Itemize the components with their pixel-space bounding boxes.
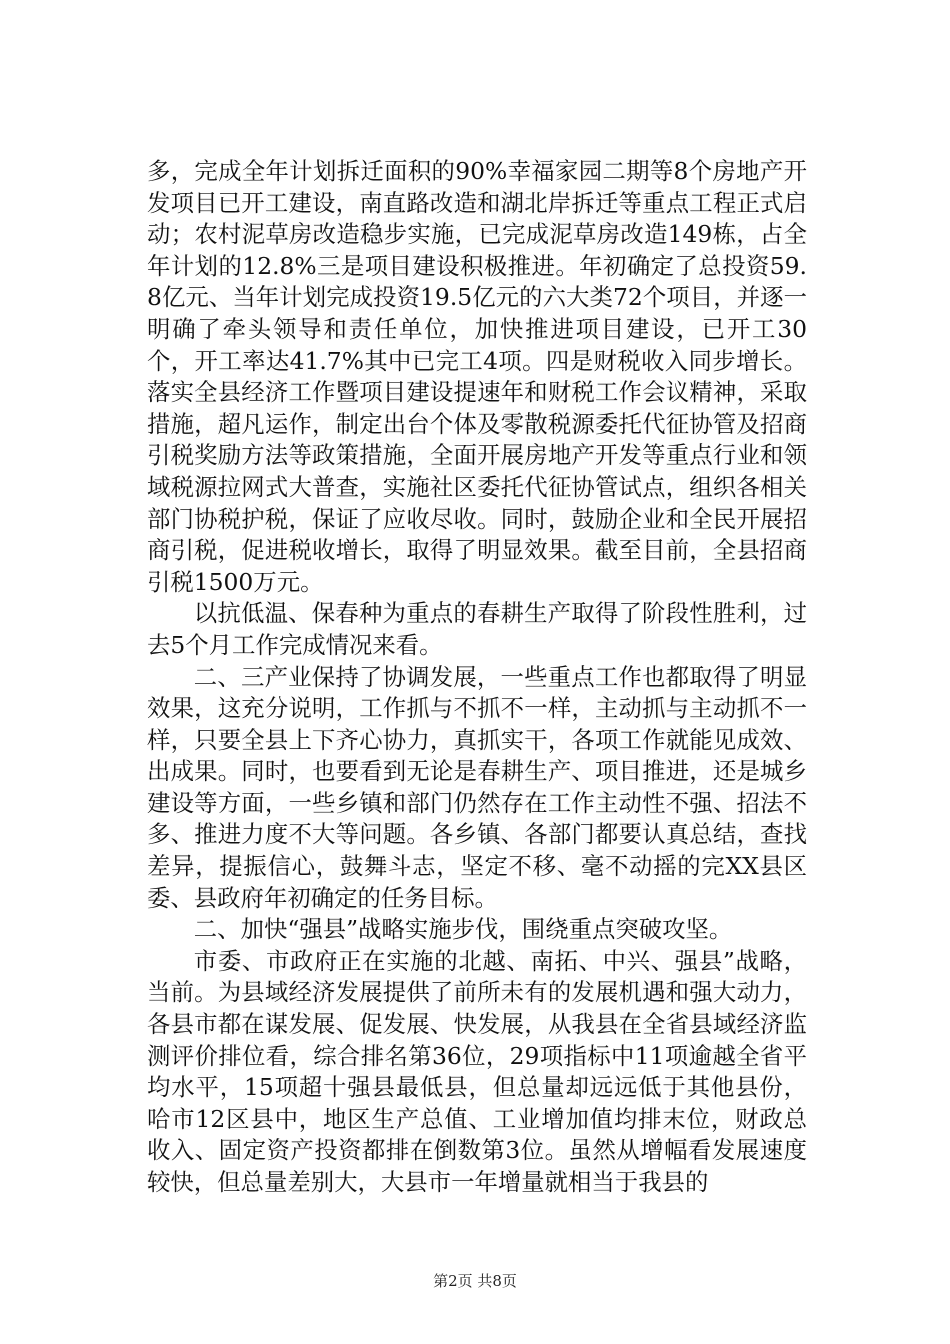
- page-footer: 第2页 共8页: [433, 1272, 517, 1290]
- document-body: [147, 156, 807, 1199]
- paragraph-coordinated-development: 二、三产业保持了协调发展，一些重点工作也都取得了明显效果，这充分说明，工作抓与不抓不一样，主动抓与主动抓不一样，只要全县上下齐心协力，真抓实干，各项工作就能见成效、出成果。同时，也要看到无论是春耕生产、项目推进，还是城乡建设等方面，一些乡镇和部门仍然存在工作主动性不强、招法不多、推进力度不大等问题。各乡镇、各部门都要认真总结，查找差异，提振信心，鼓舞斗志，坚定不移、毫不动摇的完XX县区委、县政府年初确定的任务目标。: [147, 662, 807, 912]
- section-heading-strong-county: 二、加快“强县”战略实施步伐，围绕重点突破攻坚。: [193, 915, 733, 944]
- paragraph-continued: 多，完成全年计划拆迁面积的90%幸福家园二期等8个房地产开发项目已开工建设，南直路改造和湖北岸拆迁等重点工程正式启动；农村泥草房改造稳步实施，已完成泥草房改造149栋，占全年计划的12.8%三是项目建设积极推进。年初确定了总投资59.8亿元、当年计划完成投资19.5亿元的六大类72个项目，并逐一明确了牵头领导和责任单位，加快推进项目建设，已开工30个，开工率达41.7%其中已完工4项。四是财税收入同步增长。落实全县经济工作暨项目建设提速年和财税工作会议精神，采取措施，超凡运作，制定出台个体及零散税源委托代征协管及招商引税奖励方法等政策措施，全面开展房地产开发等重点行业和领域税源拉网式大普查，实施社区委托代征协管试点，组织各相关部门协税护税，保证了应收尽收。同时，鼓励企业和全民开展招商引税，促进税收增长，取得了明显效果。截至目前，全县招商引税1500万元。: [147, 157, 807, 596]
- paragraph-strategy: 市委、市政府正在实施的北越、南拓、中兴、强县”战略，当前。为县域经济发展提供了前所未有的发展机遇和强大动力，各县市都在谋发展、促发展、快发展，从我县在全省县域经济监测评价排位看，综合排名第36位，29项指标中11项逾越全省平均水平，15项超十强县最低县，但总量却远远低于其他县份，哈市12区县中，地区生产总值、工业增加值均排末位，财政总收入、固定资产投资都排在倒数第3位。虽然从增幅看发展速度较快，但总量差别大，大县市一年增量就相当于我县的: [147, 946, 807, 1196]
- paragraph-spring-plowing: 以抗低温、保春种为重点的春耕生产取得了阶段性胜利，过去5个月工作完成情况来看。: [147, 599, 807, 659]
